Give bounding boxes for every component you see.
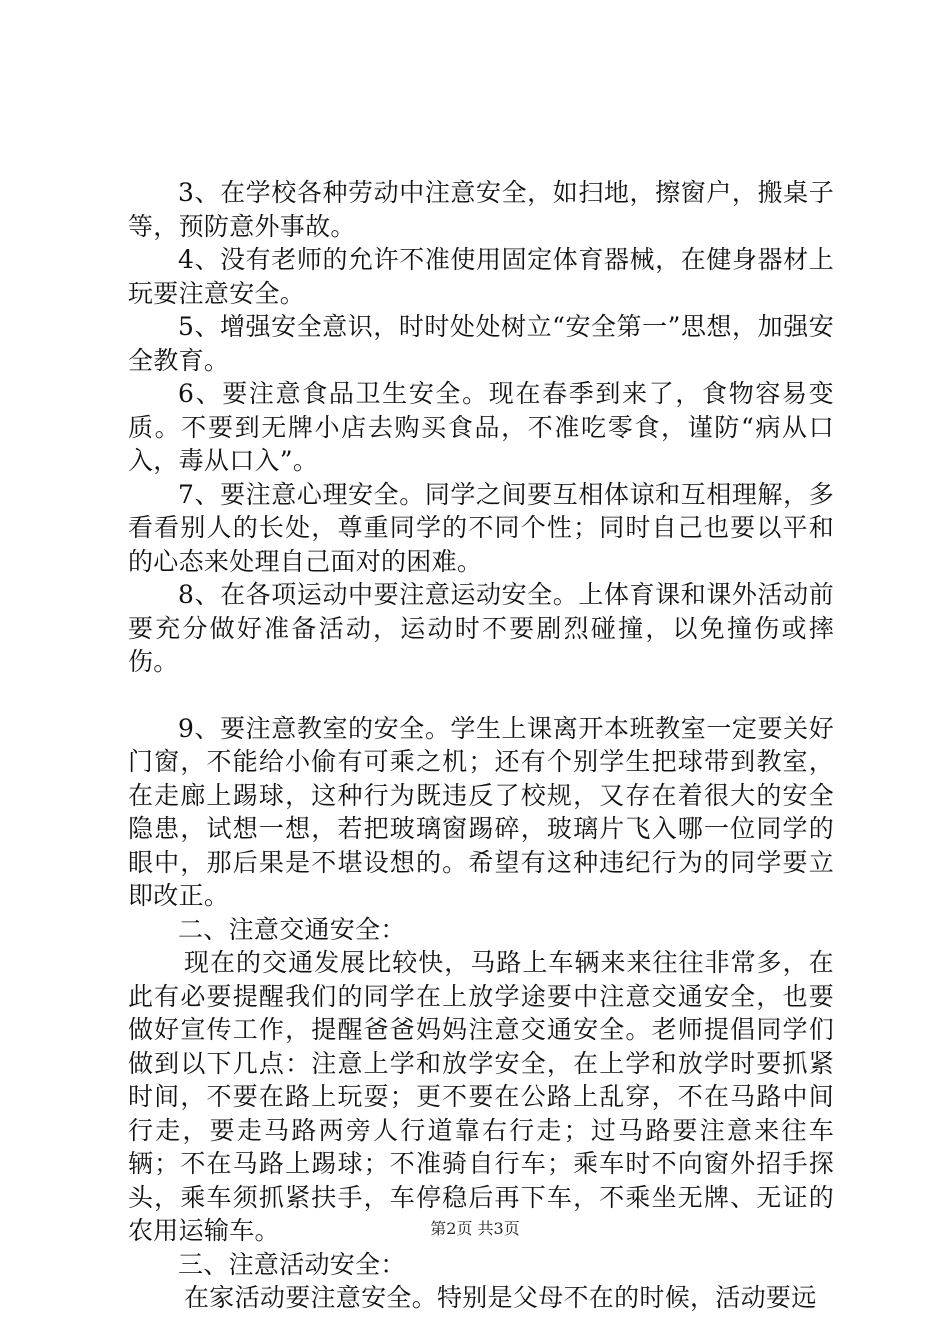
paragraph-item-3: 3、在学校各种劳动中注意安全，如扫地，擦窗户，搬桌子等，预防意外事故。	[128, 178, 834, 241]
paragraph-activity-safety: 在家活动要注意安全。特别是父母不在的时候，活动要远	[184, 1283, 817, 1312]
document-body	[128, 176, 834, 1315]
paragraph-item-9: 9、要注意教室的安全。学生上课离开本班教室一定要关好门窗，不能给小偷有可乘之机；还有个别学生把球带到教室，在走廊上踢球，这种行为既违反了校规，又存在着很大的安全隐患，试想一想，若把玻璃窗踢碎，玻璃片飞入哪一位同学的眼中，那后果是不堪设想的。希望有这种违纪行为的同学要立即改正。	[128, 713, 834, 910]
paragraph-item-8: 8、在各项运动中要注意运动安全。上体育课和课外活动前要充分做好准备活动，运动时不要剧烈碰撞，以免撞伤或摔伤。	[128, 580, 834, 676]
page-number-footer: 第2页 共3页	[430, 1219, 520, 1238]
section-heading-activity: 三、注意活动安全：	[178, 1249, 406, 1279]
paragraph-item-5: 5、增强安全意识，时时处处树立“安全第一”思想，加强安全教育。	[128, 312, 834, 375]
section-heading-traffic: 二、注意交通安全：	[178, 914, 406, 944]
paragraph-item-4: 4、没有老师的允许不准使用固定体育器械，在健身器材上玩要注意安全。	[128, 245, 834, 308]
paragraph-traffic-safety: 现在的交通发展比较快，马路上车辆来来往往非常多，在此有必要提醒我们的同学在上放学途要中注意交通安全，也要做好宣传工作，提醒爸爸妈妈注意交通安全。老师提倡同学们做到以下几点：注意上学和放学安全，在上学和放学时要抓紧时间，不要在路上玩耍；更不要在公路上乱穿，不在马路中间行走，要走马路两旁人行道靠右行走；过马路要注意来往车辆；不在马路上踢球；不准骑自行车；乘车时不向窗外招手探头，乘车须抓紧扶手，车停稳后再下车，不乘坐无牌、无证的农用运输车。	[128, 948, 834, 1245]
paragraph-item-7: 7、要注意心理安全。同学之间要互相体谅和互相理解，多看看别人的长处，尊重同学的不同个性；同时自己也要以平和的心态来处理自己面对的困难。	[128, 479, 834, 576]
paragraph-item-6: 6、要注意食品卫生安全。现在春季到来了，食物容易变质。不要到无牌小店去购买食品，不准吃零食，谨防“病从口入，毒从口入”。	[128, 379, 834, 475]
